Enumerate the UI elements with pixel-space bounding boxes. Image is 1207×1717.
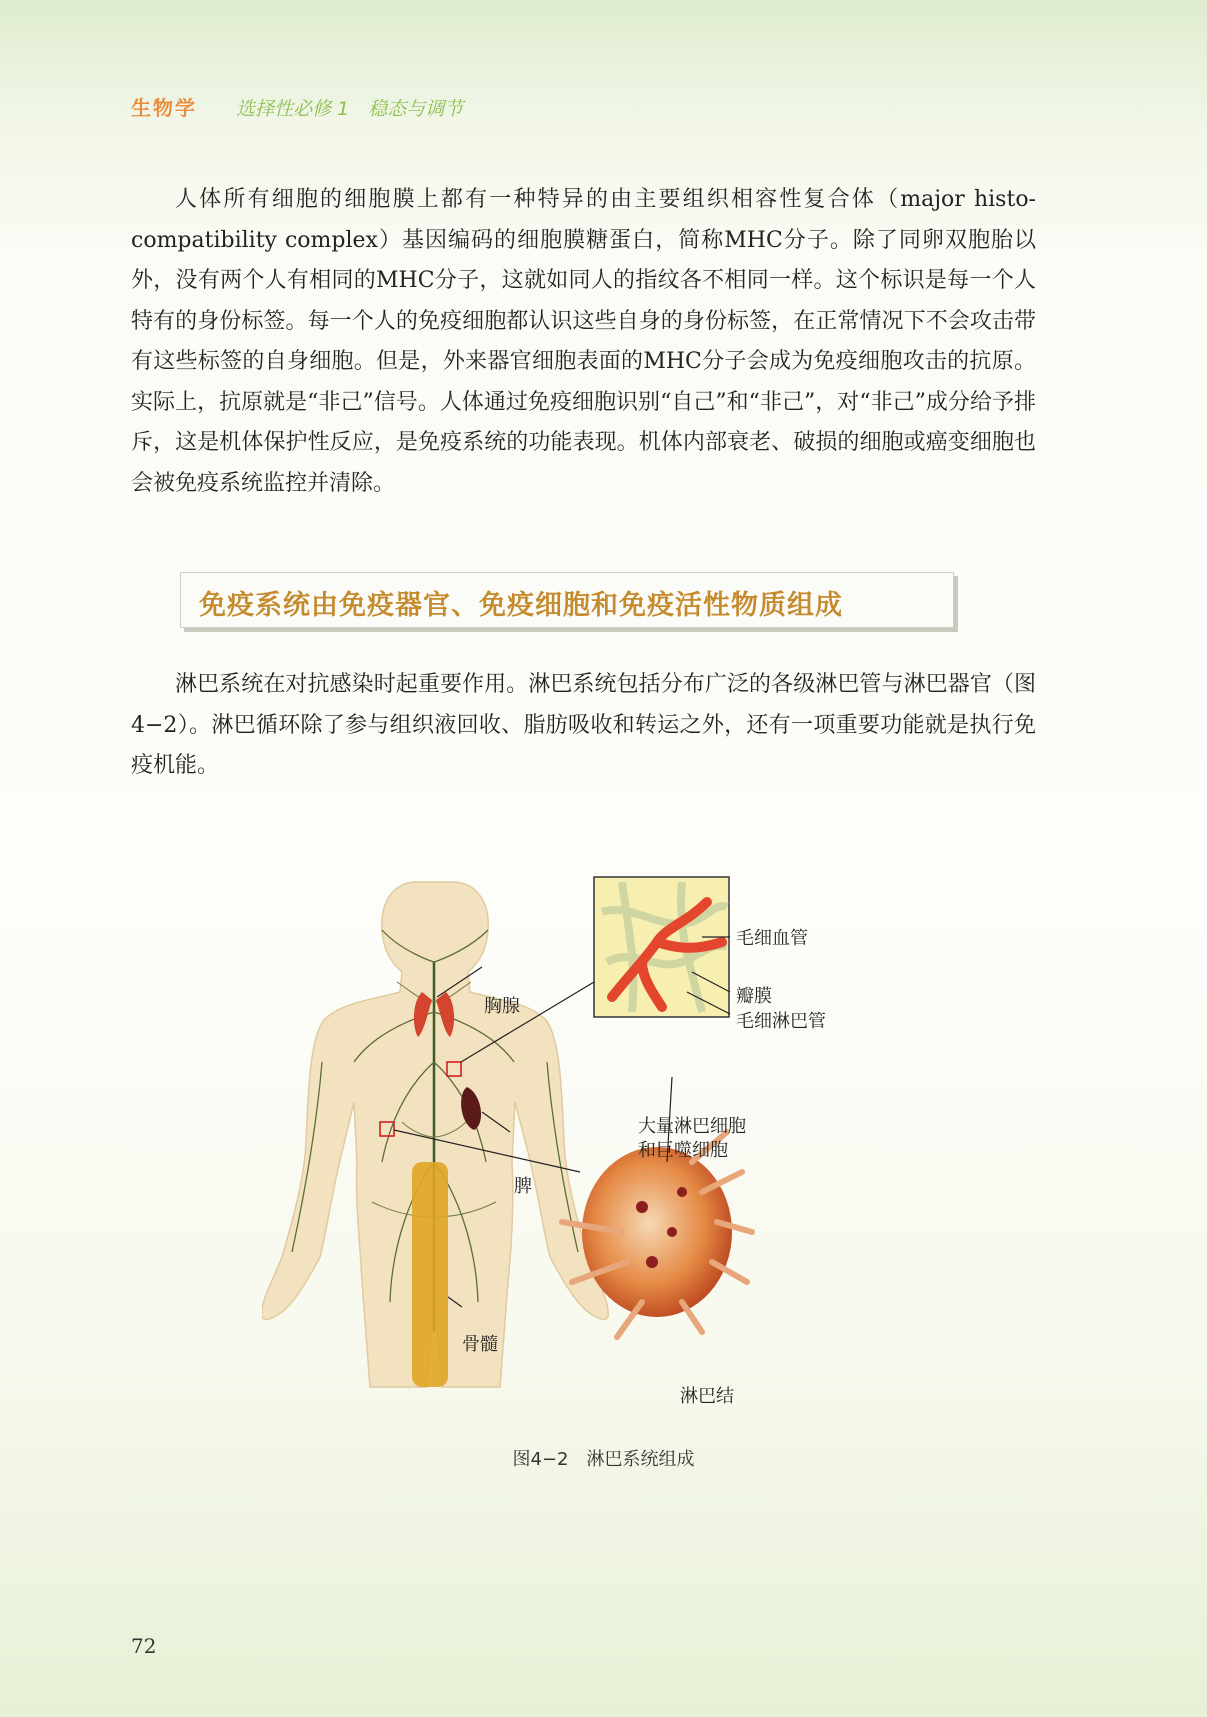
label-thymus: 胸腺: [484, 996, 520, 1017]
paragraph-lymph-system: 淋巴系统在对抗感染时起重要作用。淋巴系统包括分布广泛的各级淋巴管与淋巴器官（图4−2）。淋巴循环除了参与组织液回收、脂肪吸收和转运之外，还有一项重要功能就是执行免疫机能。: [131, 672, 1036, 778]
section-heading-box: [180, 572, 954, 628]
label-capillary: 毛细血管: [736, 928, 808, 949]
label-valve: 瓣膜: [736, 986, 772, 1007]
book-title: 选择性必修 1 稳态与调节: [236, 98, 464, 120]
label-lymph-capillary: 毛细淋巴管: [736, 1011, 826, 1032]
page-number: 72: [131, 1634, 157, 1658]
capillary-inset: [594, 877, 729, 1017]
section-heading: 免疫系统由免疫器官、免疫细胞和免疫活性物质组成: [199, 590, 843, 621]
label-cells-line2: 和巨噬细胞: [638, 1140, 728, 1161]
label-cells-line1: 大量淋巴细胞: [638, 1116, 746, 1137]
label-spleen: 脾: [514, 1176, 532, 1197]
figure-caption: 图4−2 淋巴系统组成: [512, 1449, 695, 1470]
lymphatic-illustration: [262, 862, 942, 1402]
subject-title: 生物学: [131, 96, 197, 120]
paragraph-mhc: 人体所有细胞的细胞膜上都有一种特异的由主要组织相容性复合体（major histo-compatibility complex）基因编码的细胞膜糖蛋白，简称MHC分子。除了同卵双胞胎以外，没有两个人有相同的MHC分子，这就如同人的指纹各不相同一样。这个标识是每一个人特有的身份标签。每一个人的免疫细胞都认识这些自身的身份标签，在正常情况下不会攻击带有这些标签的自身细胞。但是，外来器官细胞表面的MHC分子会成为免疫细胞攻击的抗原。实际上，抗原就是“非己”信号。人体通过免疫细胞识别“自己”和“非己”，对“非己”成分给予排斥，这是机体保护性反应，是免疫系统的功能表现。机体内部衰老、破损的细胞或癌变细胞也会被免疫系统监控并清除。: [131, 187, 1036, 496]
figure-lymphatic-system: [262, 862, 942, 1407]
label-bone-marrow: 骨髓: [462, 1334, 498, 1355]
running-header: [131, 92, 463, 121]
bone-marrow-organ: [412, 1162, 448, 1387]
label-lymph-node: 淋巴结: [680, 1386, 734, 1407]
